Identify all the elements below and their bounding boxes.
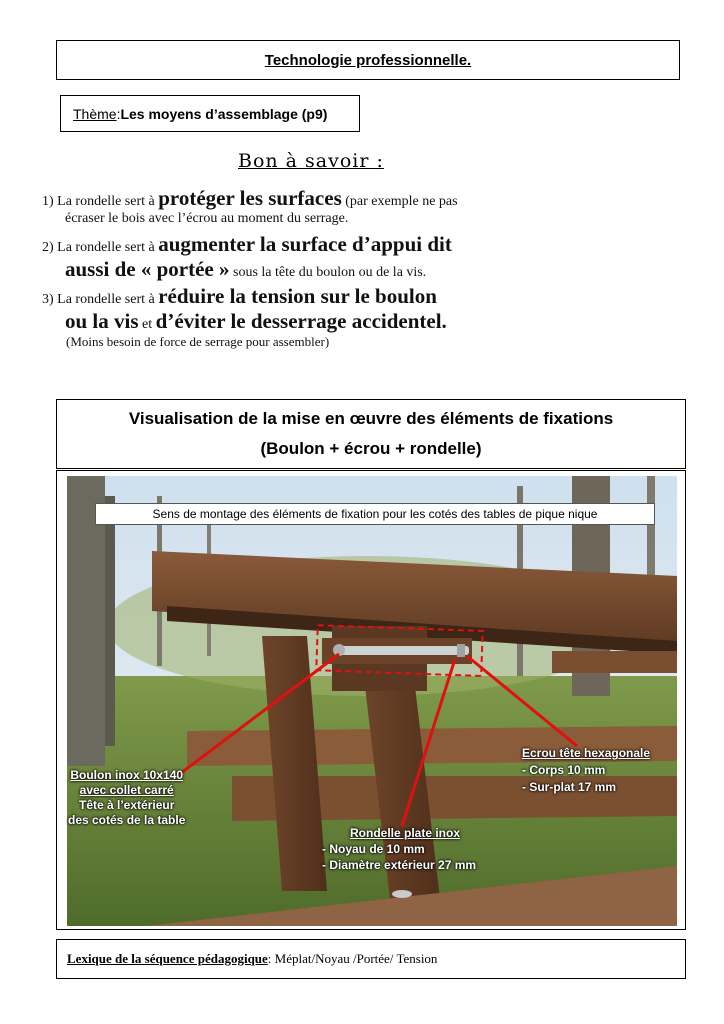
- lexique-box: [56, 939, 686, 979]
- visualisation-line-1: Visualisation de la mise en œuvre des éléments de fixations: [128, 409, 614, 428]
- visualisation-title-box: [56, 399, 686, 469]
- point-3: [42, 284, 682, 350]
- point-3-line2-emphasis-b: d’éviter le desserrage accidentel.: [155, 309, 447, 333]
- boulon-label: Boulon inox 10x140 avec collet carré Tête à l’extérieur des cotés de la table: [68, 768, 186, 827]
- point-3-line2-et: et: [138, 317, 156, 332]
- bon-a-savoir-title: Bon à savoir :: [238, 150, 384, 172]
- header-title-box: [56, 40, 680, 80]
- ecrou-label: Ecrou tête hexagonale - Corps 10 mm - Sur-plat 17 mm: [522, 746, 651, 794]
- photo-caption: Sens de montage des éléments de fixation pour les cotés des tables de pique nique: [95, 503, 655, 525]
- theme-separator: :: [116, 105, 121, 122]
- lexique-label: Lexique de la séquence pédagogique: [67, 951, 268, 966]
- point-1: [42, 186, 682, 227]
- rondelle-label: Rondelle plate inox - Noyau de 10 mm - Diamètre extérieur 27 mm: [322, 826, 477, 872]
- visualisation-line-2: (Boulon + écrou + rondelle): [260, 439, 482, 458]
- point-2: [42, 232, 682, 282]
- point-2-line2-rest: sous la tête du boulon ou de la vis.: [229, 265, 427, 280]
- point-2-intro: 2) La rondelle sert à: [42, 240, 159, 255]
- point-3-note: (Moins besoin de force de serrage pour assembler): [66, 334, 330, 349]
- point-2-emphasis: augmenter la surface d’appui dit: [158, 232, 452, 256]
- point-1-emphasis: protéger les surfaces: [158, 186, 342, 210]
- lexique-value: : Méplat/Noyau /Portée/ Tension: [267, 951, 438, 966]
- point-1-rest: (par exemple ne pas: [341, 194, 458, 209]
- theme-label: Thème: [73, 105, 117, 122]
- point-3-emphasis: réduire la tension sur le boulon: [158, 284, 437, 308]
- point-3-line2-emphasis-a: ou la vis: [65, 309, 139, 333]
- point-3-intro: 3) La rondelle sert à: [42, 292, 159, 307]
- point-1-line2: écraser le bois avec l’écrou au moment du serrage.: [65, 211, 349, 226]
- page-title: Technologie professionnelle.: [264, 51, 472, 69]
- point-1-intro: 1) La rondelle sert à: [42, 194, 159, 209]
- theme-value: Les moyens d’assemblage (p9): [120, 105, 328, 122]
- theme-box: [60, 95, 360, 132]
- point-2-line2-emphasis: aussi de « portée »: [65, 257, 230, 281]
